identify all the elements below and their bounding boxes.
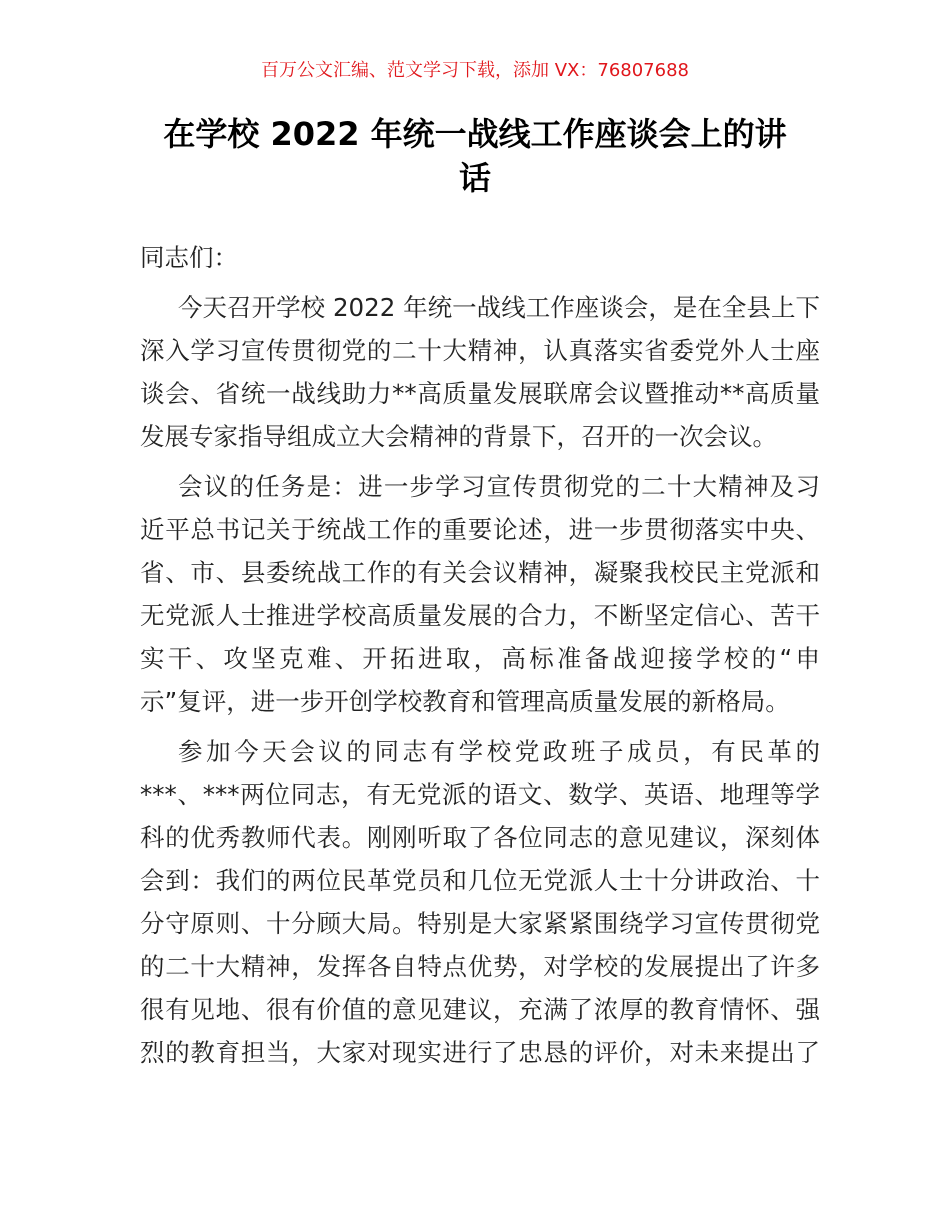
text-line: 无党派人士推进学校高质量发展的合力，不断坚定信心、苦干 — [140, 601, 820, 630]
text-line: 烈的教育担当，大家对现实进行了忠恳的评价，对未来提出了 — [140, 1038, 820, 1067]
text-line: 示”复评，进一步开创学校教育和管理高质量发展的新格局。 — [140, 687, 790, 716]
paragraph-2 — [140, 465, 820, 723]
text-line: 参加今天会议的同志有学校党政班子成员，有民革的 — [178, 737, 820, 766]
text-line: 省、市、县委统战工作的有关会议精神，凝聚我校民主党派和 — [140, 558, 820, 587]
text-line: 今天召开学校 2022 年统一战线工作座谈会，是在全县上下 — [178, 293, 820, 322]
text-line: 的二十大精神，发挥各自特点优势，对学校的发展提出了许多 — [140, 952, 820, 981]
text-line: 深入学习宣传贯彻党的二十大精神，认真落实省委党外人士座 — [140, 336, 820, 365]
title-line: 在学校 2022 年统一战线工作座谈会上的讲 — [163, 115, 787, 153]
text-line: 实干、攻坚克难、开拓进取，高标准备战迎接学校的“申 — [140, 644, 820, 673]
paragraph-1 — [140, 286, 820, 458]
text-line: 近平总书记关于统战工作的重要论述，进一步贯彻落实中央、 — [140, 515, 820, 544]
text-line: 会到：我们的两位民革党员和几位无党派人士十分讲政治、十 — [140, 866, 820, 895]
text-line: 发展专家指导组成立大会精神的背景下，召开的一次会议。 — [140, 422, 777, 451]
text-line: 分守原则、十分顾大局。特别是大家紧紧围绕学习宣传贯彻党 — [140, 909, 820, 938]
watermark-header: 百万公文汇编、范文学习下载，添加 VX：76807688 — [261, 60, 689, 81]
text-line: 科的优秀教师代表。刚刚听取了各位同志的意见建议，深刻体 — [140, 823, 820, 852]
document-title — [130, 112, 820, 200]
title-line: 话 — [458, 159, 491, 197]
text-line: ***、***两位同志，有无党派的语文、数学、英语、地理等学 — [140, 780, 820, 809]
salutation: 同志们： — [140, 243, 238, 272]
text-line: 谈会、省统一战线助力**高质量发展联席会议暨推动**高质量 — [140, 379, 820, 408]
text-line: 很有见地、很有价值的意见建议，充满了浓厚的教育情怀、强 — [140, 995, 820, 1024]
text-line: 会议的任务是：进一步学习宣传贯彻党的二十大精神及习 — [178, 472, 820, 501]
paragraph-3 — [140, 730, 820, 1074]
document-body — [140, 236, 820, 1081]
